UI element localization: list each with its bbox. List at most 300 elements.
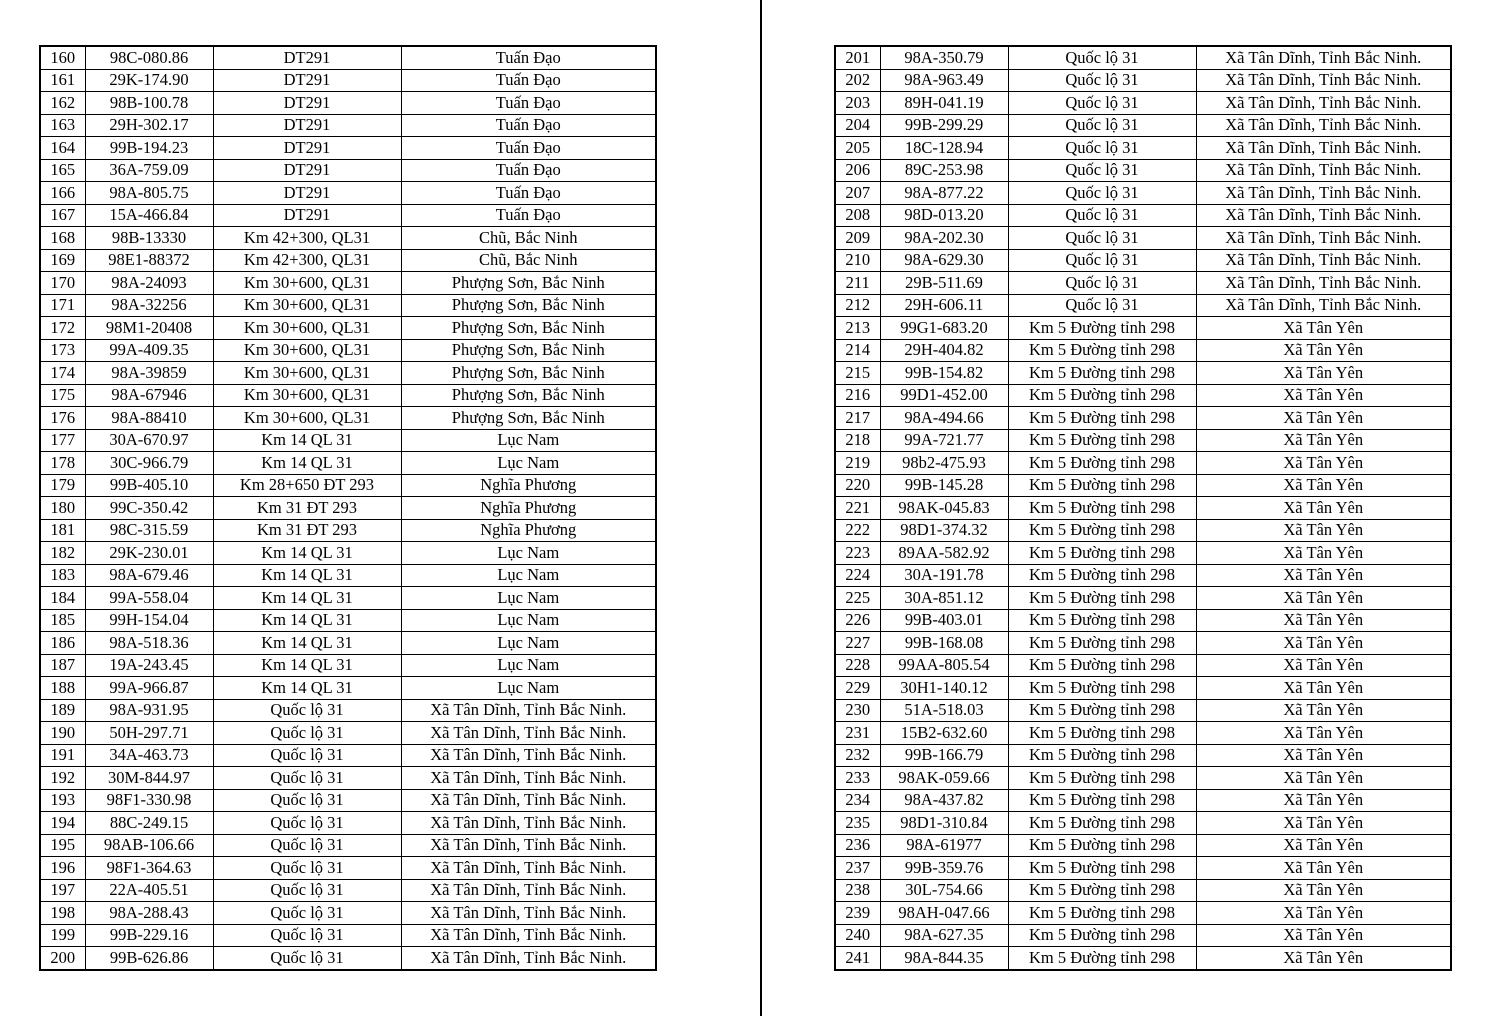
road-location-cell: Km 5 Đường tỉnh 298: [1008, 857, 1196, 880]
license-plate-cell: 99B-166.79: [880, 744, 1008, 767]
road-location-cell: Km 31 ĐT 293: [213, 497, 401, 520]
table-row: [835, 317, 1451, 340]
license-plate-cell: 98A-67946: [85, 384, 213, 407]
area-cell: Nghĩa Phương: [401, 474, 656, 497]
area-cell: Xã Tân Yên: [1196, 632, 1451, 655]
area-cell: Xã Tân Yên: [1196, 609, 1451, 632]
area-cell: Xã Tân Yên: [1196, 519, 1451, 542]
table-row: [40, 137, 656, 160]
road-location-cell: Km 5 Đường tỉnh 298: [1008, 632, 1196, 655]
area-cell: Phượng Sơn, Bắc Ninh: [401, 407, 656, 430]
table-row: [835, 902, 1451, 925]
table-row: [40, 384, 656, 407]
table-row: [40, 902, 656, 925]
table-row: [835, 789, 1451, 812]
area-cell: Lục Nam: [401, 587, 656, 610]
area-cell: Xã Tân Yên: [1196, 947, 1451, 970]
license-plate-cell: 98A-39859: [85, 362, 213, 385]
area-cell: Xã Tân Yên: [1196, 564, 1451, 587]
row-number-cell: 194: [40, 812, 85, 835]
road-location-cell: Km 5 Đường tỉnh 298: [1008, 789, 1196, 812]
road-location-cell: Quốc lộ 31: [1008, 227, 1196, 250]
area-cell: Xã Tân Yên: [1196, 497, 1451, 520]
area-cell: Xã Tân Yên: [1196, 317, 1451, 340]
table-row: [835, 632, 1451, 655]
road-location-cell: DT291: [213, 46, 401, 69]
road-location-cell: Km 5 Đường tỉnh 298: [1008, 384, 1196, 407]
row-number-cell: 160: [40, 46, 85, 69]
area-cell: Tuấn Đạo: [401, 69, 656, 92]
road-location-cell: Km 14 QL 31: [213, 654, 401, 677]
table-row: [40, 362, 656, 385]
license-plate-cell: 99B-168.08: [880, 632, 1008, 655]
row-number-cell: 232: [835, 744, 880, 767]
table-row: [40, 317, 656, 340]
row-number-cell: 172: [40, 317, 85, 340]
row-number-cell: 213: [835, 317, 880, 340]
area-cell: Xã Tân Dĩnh, Tỉnh Bắc Ninh.: [1196, 159, 1451, 182]
area-cell: Nghĩa Phương: [401, 497, 656, 520]
table-row: [835, 699, 1451, 722]
license-plate-cell: 99B-154.82: [880, 362, 1008, 385]
area-cell: Xã Tân Dĩnh, Tỉnh Bắc Ninh.: [1196, 137, 1451, 160]
area-cell: Tuấn Đạo: [401, 114, 656, 137]
road-location-cell: Quốc lộ 31: [1008, 294, 1196, 317]
license-plate-cell: 99B-359.76: [880, 857, 1008, 880]
road-location-cell: Km 5 Đường tỉnh 298: [1008, 542, 1196, 565]
area-cell: Xã Tân Yên: [1196, 339, 1451, 362]
road-location-cell: Km 14 QL 31: [213, 632, 401, 655]
row-number-cell: 209: [835, 227, 880, 250]
area-cell: Xã Tân Dĩnh, Tỉnh Bắc Ninh.: [1196, 69, 1451, 92]
table-row: [40, 227, 656, 250]
road-location-cell: Quốc lộ 31: [213, 902, 401, 925]
area-cell: Xã Tân Dĩnh, Tỉnh Bắc Ninh.: [1196, 204, 1451, 227]
row-number-cell: 193: [40, 789, 85, 812]
row-number-cell: 236: [835, 834, 880, 857]
row-number-cell: 234: [835, 789, 880, 812]
license-plate-cell: 99A-721.77: [880, 429, 1008, 452]
table-row: [40, 407, 656, 430]
road-location-cell: Quốc lộ 31: [213, 744, 401, 767]
road-location-cell: Km 5 Đường tỉnh 298: [1008, 879, 1196, 902]
area-cell: Tuấn Đạo: [401, 182, 656, 205]
road-location-cell: Km 30+600, QL31: [213, 339, 401, 362]
road-location-cell: Km 5 Đường tỉnh 298: [1008, 902, 1196, 925]
row-number-cell: 164: [40, 137, 85, 160]
table-row: [835, 182, 1451, 205]
road-location-cell: Km 14 QL 31: [213, 609, 401, 632]
license-plate-cell: 29K-174.90: [85, 69, 213, 92]
area-cell: Lục Nam: [401, 564, 656, 587]
road-location-cell: DT291: [213, 204, 401, 227]
road-location-cell: Km 42+300, QL31: [213, 227, 401, 250]
row-number-cell: 163: [40, 114, 85, 137]
road-location-cell: Km 28+650 ĐT 293: [213, 474, 401, 497]
license-plate-cell: 98A-32256: [85, 294, 213, 317]
row-number-cell: 199: [40, 924, 85, 947]
table-row: [835, 339, 1451, 362]
table-row: [835, 294, 1451, 317]
license-plate-cell: 30A-670.97: [85, 429, 213, 452]
table-row: [40, 497, 656, 520]
area-cell: Xã Tân Dĩnh, Tỉnh Bắc Ninh.: [401, 744, 656, 767]
table-row: [40, 294, 656, 317]
road-location-cell: Quốc lộ 31: [1008, 69, 1196, 92]
table-row: [40, 452, 656, 475]
area-cell: Phượng Sơn, Bắc Ninh: [401, 294, 656, 317]
row-number-cell: 197: [40, 879, 85, 902]
license-plate-cell: 34A-463.73: [85, 744, 213, 767]
table-row: [40, 114, 656, 137]
license-plate-cell: 98AH-047.66: [880, 902, 1008, 925]
area-cell: Xã Tân Dĩnh, Tỉnh Bắc Ninh.: [401, 924, 656, 947]
road-location-cell: Km 5 Đường tỉnh 298: [1008, 812, 1196, 835]
road-location-cell: Quốc lộ 31: [1008, 272, 1196, 295]
row-number-cell: 179: [40, 474, 85, 497]
row-number-cell: 223: [835, 542, 880, 565]
table-row: [835, 857, 1451, 880]
area-cell: Xã Tân Dĩnh, Tỉnh Bắc Ninh.: [1196, 249, 1451, 272]
area-cell: Lục Nam: [401, 429, 656, 452]
license-plate-cell: 98B-100.78: [85, 92, 213, 115]
table-row: [40, 474, 656, 497]
license-plate-cell: 99B-229.16: [85, 924, 213, 947]
row-number-cell: 226: [835, 609, 880, 632]
area-cell: Xã Tân Yên: [1196, 542, 1451, 565]
table-row: [835, 69, 1451, 92]
row-number-cell: 168: [40, 227, 85, 250]
table-row: [40, 249, 656, 272]
license-plate-cell: 98C-080.86: [85, 46, 213, 69]
area-cell: Chũ, Bắc Ninh: [401, 249, 656, 272]
road-location-cell: Km 5 Đường tỉnh 298: [1008, 947, 1196, 970]
row-number-cell: 167: [40, 204, 85, 227]
license-plate-cell: 98F1-330.98: [85, 789, 213, 812]
table-row: [835, 46, 1451, 69]
row-number-cell: 170: [40, 272, 85, 295]
violation-table-left-body: [40, 46, 656, 970]
row-number-cell: 189: [40, 699, 85, 722]
license-plate-cell: 98AB-106.66: [85, 834, 213, 857]
table-row: [40, 182, 656, 205]
license-plate-cell: 15B2-632.60: [880, 722, 1008, 745]
license-plate-cell: 99A-558.04: [85, 587, 213, 610]
row-number-cell: 206: [835, 159, 880, 182]
table-row: [835, 924, 1451, 947]
row-number-cell: 188: [40, 677, 85, 700]
row-number-cell: 221: [835, 497, 880, 520]
page-divider: [760, 0, 762, 1016]
row-number-cell: 185: [40, 609, 85, 632]
row-number-cell: 227: [835, 632, 880, 655]
road-location-cell: Quốc lộ 31: [1008, 182, 1196, 205]
table-row: [40, 879, 656, 902]
table-row: [40, 789, 656, 812]
license-plate-cell: 98b2-475.93: [880, 452, 1008, 475]
license-plate-cell: 29H-606.11: [880, 294, 1008, 317]
table-row: [835, 204, 1451, 227]
license-plate-cell: 98A-844.35: [880, 947, 1008, 970]
road-location-cell: Quốc lộ 31: [213, 924, 401, 947]
road-location-cell: Quốc lộ 31: [1008, 249, 1196, 272]
table-row: [40, 339, 656, 362]
road-location-cell: Km 5 Đường tỉnh 298: [1008, 452, 1196, 475]
road-location-cell: Km 5 Đường tỉnh 298: [1008, 339, 1196, 362]
row-number-cell: 165: [40, 159, 85, 182]
road-location-cell: Quốc lộ 31: [213, 699, 401, 722]
area-cell: Xã Tân Yên: [1196, 429, 1451, 452]
road-location-cell: Km 14 QL 31: [213, 429, 401, 452]
road-location-cell: Km 14 QL 31: [213, 542, 401, 565]
license-plate-cell: 98A-202.30: [880, 227, 1008, 250]
table-row: [40, 159, 656, 182]
area-cell: Xã Tân Yên: [1196, 677, 1451, 700]
table-row: [835, 812, 1451, 835]
table-row: [40, 69, 656, 92]
area-cell: Lục Nam: [401, 677, 656, 700]
area-cell: Tuấn Đạo: [401, 137, 656, 160]
row-number-cell: 214: [835, 339, 880, 362]
area-cell: Xã Tân Yên: [1196, 474, 1451, 497]
table-row: [835, 542, 1451, 565]
area-cell: Phượng Sơn, Bắc Ninh: [401, 339, 656, 362]
license-plate-cell: 98A-494.66: [880, 407, 1008, 430]
table-row: [835, 429, 1451, 452]
row-number-cell: 192: [40, 767, 85, 790]
row-number-cell: 173: [40, 339, 85, 362]
row-number-cell: 217: [835, 407, 880, 430]
license-plate-cell: 29H-302.17: [85, 114, 213, 137]
area-cell: Xã Tân Dĩnh, Tỉnh Bắc Ninh.: [401, 947, 656, 970]
license-plate-cell: 98AK-059.66: [880, 767, 1008, 790]
table-row: [40, 587, 656, 610]
area-cell: Phượng Sơn, Bắc Ninh: [401, 384, 656, 407]
area-cell: Xã Tân Yên: [1196, 722, 1451, 745]
row-number-cell: 220: [835, 474, 880, 497]
license-plate-cell: 99G1-683.20: [880, 317, 1008, 340]
area-cell: Xã Tân Dĩnh, Tỉnh Bắc Ninh.: [401, 699, 656, 722]
road-location-cell: Km 5 Đường tỉnh 298: [1008, 834, 1196, 857]
table-row: [40, 924, 656, 947]
license-plate-cell: 99A-409.35: [85, 339, 213, 362]
road-location-cell: Km 14 QL 31: [213, 677, 401, 700]
row-number-cell: 229: [835, 677, 880, 700]
row-number-cell: 241: [835, 947, 880, 970]
area-cell: Lục Nam: [401, 542, 656, 565]
license-plate-cell: 30C-966.79: [85, 452, 213, 475]
road-location-cell: Km 42+300, QL31: [213, 249, 401, 272]
area-cell: Tuấn Đạo: [401, 46, 656, 69]
area-cell: Chũ, Bắc Ninh: [401, 227, 656, 250]
area-cell: Xã Tân Yên: [1196, 452, 1451, 475]
area-cell: Xã Tân Dĩnh, Tỉnh Bắc Ninh.: [401, 902, 656, 925]
road-location-cell: Km 5 Đường tỉnh 298: [1008, 654, 1196, 677]
road-location-cell: DT291: [213, 69, 401, 92]
license-plate-cell: 18C-128.94: [880, 137, 1008, 160]
area-cell: Xã Tân Yên: [1196, 654, 1451, 677]
road-location-cell: Km 5 Đường tỉnh 298: [1008, 677, 1196, 700]
road-location-cell: Quốc lộ 31: [213, 947, 401, 970]
table-row: [835, 159, 1451, 182]
license-plate-cell: 98D-013.20: [880, 204, 1008, 227]
license-plate-cell: 98A-24093: [85, 272, 213, 295]
area-cell: Xã Tân Yên: [1196, 857, 1451, 880]
road-location-cell: Quốc lộ 31: [1008, 204, 1196, 227]
row-number-cell: 174: [40, 362, 85, 385]
license-plate-cell: 98A-437.82: [880, 789, 1008, 812]
license-plate-cell: 99AA-805.54: [880, 654, 1008, 677]
area-cell: Xã Tân Yên: [1196, 924, 1451, 947]
license-plate-cell: 98A-518.36: [85, 632, 213, 655]
row-number-cell: 240: [835, 924, 880, 947]
area-cell: Tuấn Đạo: [401, 92, 656, 115]
area-cell: Lục Nam: [401, 609, 656, 632]
row-number-cell: 181: [40, 519, 85, 542]
table-row: [835, 677, 1451, 700]
area-cell: Xã Tân Dĩnh, Tỉnh Bắc Ninh.: [401, 789, 656, 812]
license-plate-cell: 99B-626.86: [85, 947, 213, 970]
table-row: [835, 137, 1451, 160]
license-plate-cell: 98AK-045.83: [880, 497, 1008, 520]
license-plate-cell: 88C-249.15: [85, 812, 213, 835]
license-plate-cell: 98A-350.79: [880, 46, 1008, 69]
area-cell: Phượng Sơn, Bắc Ninh: [401, 272, 656, 295]
table-row: [40, 92, 656, 115]
road-location-cell: Quốc lộ 31: [213, 789, 401, 812]
road-location-cell: DT291: [213, 92, 401, 115]
row-number-cell: 161: [40, 69, 85, 92]
license-plate-cell: 99B-145.28: [880, 474, 1008, 497]
violation-table-right-body: [835, 46, 1451, 970]
license-plate-cell: 99B-405.10: [85, 474, 213, 497]
license-plate-cell: 98C-315.59: [85, 519, 213, 542]
row-number-cell: 186: [40, 632, 85, 655]
area-cell: Phượng Sơn, Bắc Ninh: [401, 362, 656, 385]
license-plate-cell: 98A-61977: [880, 834, 1008, 857]
table-row: [835, 474, 1451, 497]
road-location-cell: DT291: [213, 182, 401, 205]
table-row: [835, 564, 1451, 587]
road-location-cell: Km 5 Đường tỉnh 298: [1008, 519, 1196, 542]
license-plate-cell: 29H-404.82: [880, 339, 1008, 362]
table-row: [40, 429, 656, 452]
road-location-cell: Km 5 Đường tỉnh 298: [1008, 587, 1196, 610]
table-row: [40, 699, 656, 722]
table-row: [40, 609, 656, 632]
table-row: [40, 272, 656, 295]
table-row: [40, 564, 656, 587]
row-number-cell: 215: [835, 362, 880, 385]
license-plate-cell: 99B-403.01: [880, 609, 1008, 632]
row-number-cell: 182: [40, 542, 85, 565]
row-number-cell: 166: [40, 182, 85, 205]
license-plate-cell: 98A-627.35: [880, 924, 1008, 947]
area-cell: Lục Nam: [401, 654, 656, 677]
license-plate-cell: 98A-288.43: [85, 902, 213, 925]
road-location-cell: Quốc lộ 31: [213, 722, 401, 745]
license-plate-cell: 50H-297.71: [85, 722, 213, 745]
license-plate-cell: 98D1-310.84: [880, 812, 1008, 835]
license-plate-cell: 30A-851.12: [880, 587, 1008, 610]
row-number-cell: 212: [835, 294, 880, 317]
area-cell: Xã Tân Dĩnh, Tỉnh Bắc Ninh.: [401, 879, 656, 902]
license-plate-cell: 98F1-364.63: [85, 857, 213, 880]
row-number-cell: 207: [835, 182, 880, 205]
area-cell: Xã Tân Yên: [1196, 362, 1451, 385]
row-number-cell: 203: [835, 92, 880, 115]
license-plate-cell: 98B-13330: [85, 227, 213, 250]
license-plate-cell: 99B-194.23: [85, 137, 213, 160]
row-number-cell: 196: [40, 857, 85, 880]
license-plate-cell: 30L-754.66: [880, 879, 1008, 902]
table-row: [40, 677, 656, 700]
license-plate-cell: 98A-805.75: [85, 182, 213, 205]
table-row: [835, 249, 1451, 272]
table-row: [835, 609, 1451, 632]
row-number-cell: 218: [835, 429, 880, 452]
area-cell: Tuấn Đạo: [401, 204, 656, 227]
row-number-cell: 231: [835, 722, 880, 745]
table-row: [835, 879, 1451, 902]
table-row: [835, 227, 1451, 250]
row-number-cell: 176: [40, 407, 85, 430]
area-cell: Xã Tân Yên: [1196, 879, 1451, 902]
row-number-cell: 210: [835, 249, 880, 272]
road-location-cell: Km 5 Đường tỉnh 298: [1008, 722, 1196, 745]
area-cell: Xã Tân Dĩnh, Tỉnh Bắc Ninh.: [1196, 272, 1451, 295]
table-row: [40, 519, 656, 542]
area-cell: Xã Tân Dĩnh, Tỉnh Bắc Ninh.: [1196, 227, 1451, 250]
license-plate-cell: 29B-511.69: [880, 272, 1008, 295]
license-plate-cell: 30M-844.97: [85, 767, 213, 790]
table-row: [835, 834, 1451, 857]
row-number-cell: 169: [40, 249, 85, 272]
road-location-cell: DT291: [213, 137, 401, 160]
table-row: [835, 587, 1451, 610]
area-cell: Xã Tân Dĩnh, Tỉnh Bắc Ninh.: [401, 767, 656, 790]
row-number-cell: 239: [835, 902, 880, 925]
row-number-cell: 198: [40, 902, 85, 925]
license-plate-cell: 99B-299.29: [880, 114, 1008, 137]
row-number-cell: 204: [835, 114, 880, 137]
road-location-cell: Quốc lộ 31: [213, 767, 401, 790]
row-number-cell: 195: [40, 834, 85, 857]
table-row: [40, 632, 656, 655]
road-location-cell: DT291: [213, 114, 401, 137]
violation-table-left: [39, 45, 657, 971]
road-location-cell: Km 30+600, QL31: [213, 407, 401, 430]
row-number-cell: 208: [835, 204, 880, 227]
road-location-cell: Quốc lộ 31: [1008, 114, 1196, 137]
table-row: [40, 767, 656, 790]
table-row: [40, 654, 656, 677]
row-number-cell: 216: [835, 384, 880, 407]
license-plate-cell: 98A-679.46: [85, 564, 213, 587]
row-number-cell: 238: [835, 879, 880, 902]
license-plate-cell: 30H1-140.12: [880, 677, 1008, 700]
road-location-cell: Km 31 ĐT 293: [213, 519, 401, 542]
road-location-cell: Km 5 Đường tỉnh 298: [1008, 407, 1196, 430]
license-plate-cell: 19A-243.45: [85, 654, 213, 677]
road-location-cell: Km 5 Đường tỉnh 298: [1008, 474, 1196, 497]
road-location-cell: Km 5 Đường tỉnh 298: [1008, 924, 1196, 947]
area-cell: Phượng Sơn, Bắc Ninh: [401, 317, 656, 340]
road-location-cell: Km 5 Đường tỉnh 298: [1008, 564, 1196, 587]
road-location-cell: Quốc lộ 31: [1008, 137, 1196, 160]
table-row: [835, 384, 1451, 407]
area-cell: Xã Tân Yên: [1196, 587, 1451, 610]
